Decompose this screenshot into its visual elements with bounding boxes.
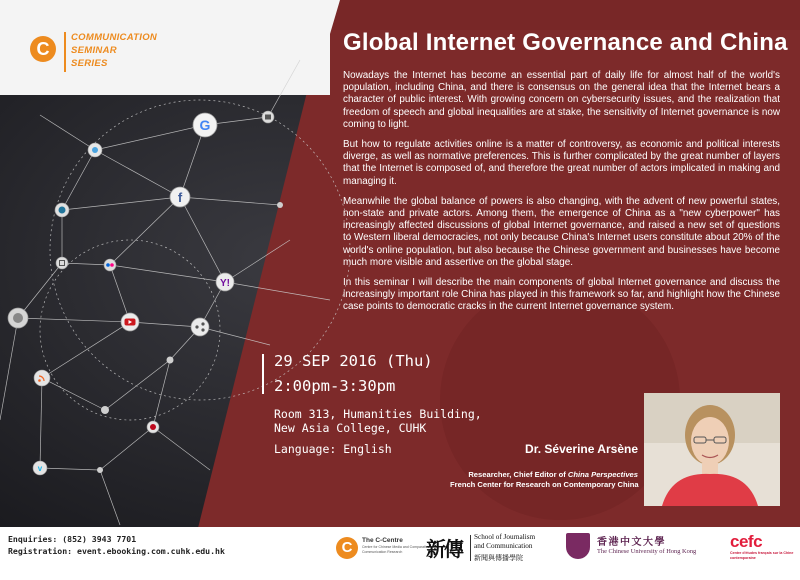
abstract-paragraph: Nowadays the Internet has become an essential part of daily life for almost half of the world's population, including China, and there is consensus on the general idea that the Internet bears a character of public interest. With growing concern on cybersecurity issues, and the realization that freedom of speech and global inequalities are at stake, the sensitivity of Internet governance is now coming to light.: [343, 70, 780, 130]
abstract-paragraph: But how to regulate activities online is a matter of controversy, as economic and political interests diverge, as well as normative preferences. This is further complicated by the great number of layers that the Internet is composed of, and therefore the great number of actors implicated in making and managing it.: [343, 139, 780, 187]
cuhk-name: The Chinese University of Hong Kong: [597, 548, 697, 555]
c-centre-logo: C: [336, 537, 358, 559]
flickr-icon: [104, 259, 116, 271]
enquiries: Enquiries: (852) 3943 7701: [8, 534, 137, 544]
sjc-name-line-2: and Communication: [474, 542, 533, 550]
event-divider: [262, 354, 264, 394]
c-centre-subtitle: Centre for Chinese Media and Comparative Communication Research: [362, 545, 430, 554]
speaker-journal: China Perspectives: [567, 470, 638, 479]
speaker-name: Dr. Séverine Arsène: [525, 442, 638, 456]
series-line-1: COMMUNICATION: [71, 32, 158, 43]
registration: Registration: event.ebooking.com.cuhk.edu.hk: [8, 546, 225, 556]
event-date: 29 SEP 2016 (Thu): [274, 352, 433, 370]
sjc-name: [474, 533, 535, 551]
c-centre-name: The C-Centre: [362, 537, 403, 544]
sjc-divider: [470, 535, 471, 561]
sjc-logo: 新傳: [426, 537, 462, 561]
seminar-title: Global Internet Governance and China: [343, 29, 788, 56]
event-venue: [274, 407, 482, 435]
series-logo: C: [30, 36, 56, 62]
series-line-2: SEMINAR: [71, 45, 117, 56]
venue-line-2: New Asia College, CUHK: [274, 421, 427, 435]
venue-line-1: Room 313, Humanities Building,: [274, 407, 482, 421]
youtube-icon: [121, 313, 139, 331]
cefc-subtitle: Centre d'études français sur la Chine contemporaine: [730, 551, 794, 560]
speaker-title: [450, 470, 638, 480]
speaker-title-prefix: Researcher, Chief Editor of: [468, 470, 568, 479]
cuhk-crest-icon: [566, 533, 590, 559]
cuhk-name-chinese: 香港中文大學: [597, 537, 666, 548]
rss-icon: [34, 370, 50, 386]
event-time: 2:00pm-3:30pm: [274, 377, 396, 395]
abstract-paragraph: In this seminar I will describe the main components of global Internet governance and discuss the increasingly important role China has played in this framework so far, and highlight how the Chinese case points to democratic cracks in the current Internet governance system.: [343, 277, 780, 313]
chat-icon: [8, 308, 28, 328]
series-line-3: SERIES: [71, 58, 108, 69]
sjc-name-line-1: School of Journalism: [474, 533, 536, 541]
facebook-icon: [170, 187, 190, 207]
google-icon: [193, 113, 217, 137]
speaker-affiliation: French Center for Research on Contemporary China: [450, 480, 639, 489]
series-label: [71, 31, 171, 70]
pinterest-icon: [147, 421, 159, 433]
yahoo-icon: [216, 273, 234, 291]
twitter-icon: [88, 143, 102, 157]
node-dot: [97, 467, 103, 473]
node-dot: [167, 357, 174, 364]
vimeo-icon: [33, 461, 47, 475]
sjc-name-chinese: 新聞與傳播學院: [474, 554, 523, 562]
instagram-icon: [56, 257, 68, 269]
speaker-role: [450, 470, 638, 490]
series-divider: [64, 32, 66, 72]
abstract-paragraph: Meanwhile the global balance of powers is also changing, with the advent of new powerful states, non-state and private actors. Among them, the emergence of China as a "new cyberpower" has increasingly affected discussions of global Internet governance, and raised a new set of questions to Western liberal democracies, not only because China's Internet users constitute about 20% of the world's online population, but also because the Chinese government and businesses have become much more visible and assertive on the global stage.: [343, 195, 780, 268]
cefc-logo: cefc: [730, 532, 763, 551]
camera-icon: [262, 111, 274, 123]
wordpress-icon: [55, 203, 69, 217]
abstract: [343, 70, 780, 322]
share-icon: [191, 318, 209, 336]
svg-text:Y!: Y!: [220, 278, 230, 289]
svg-text:f: f: [177, 190, 183, 205]
node-dot: [277, 202, 283, 208]
node-dot: [101, 406, 109, 414]
svg-text:v: v: [37, 464, 43, 473]
speaker-photo: [644, 393, 780, 506]
svg-text:G: G: [199, 117, 211, 133]
event-language: Language: English: [274, 442, 392, 456]
